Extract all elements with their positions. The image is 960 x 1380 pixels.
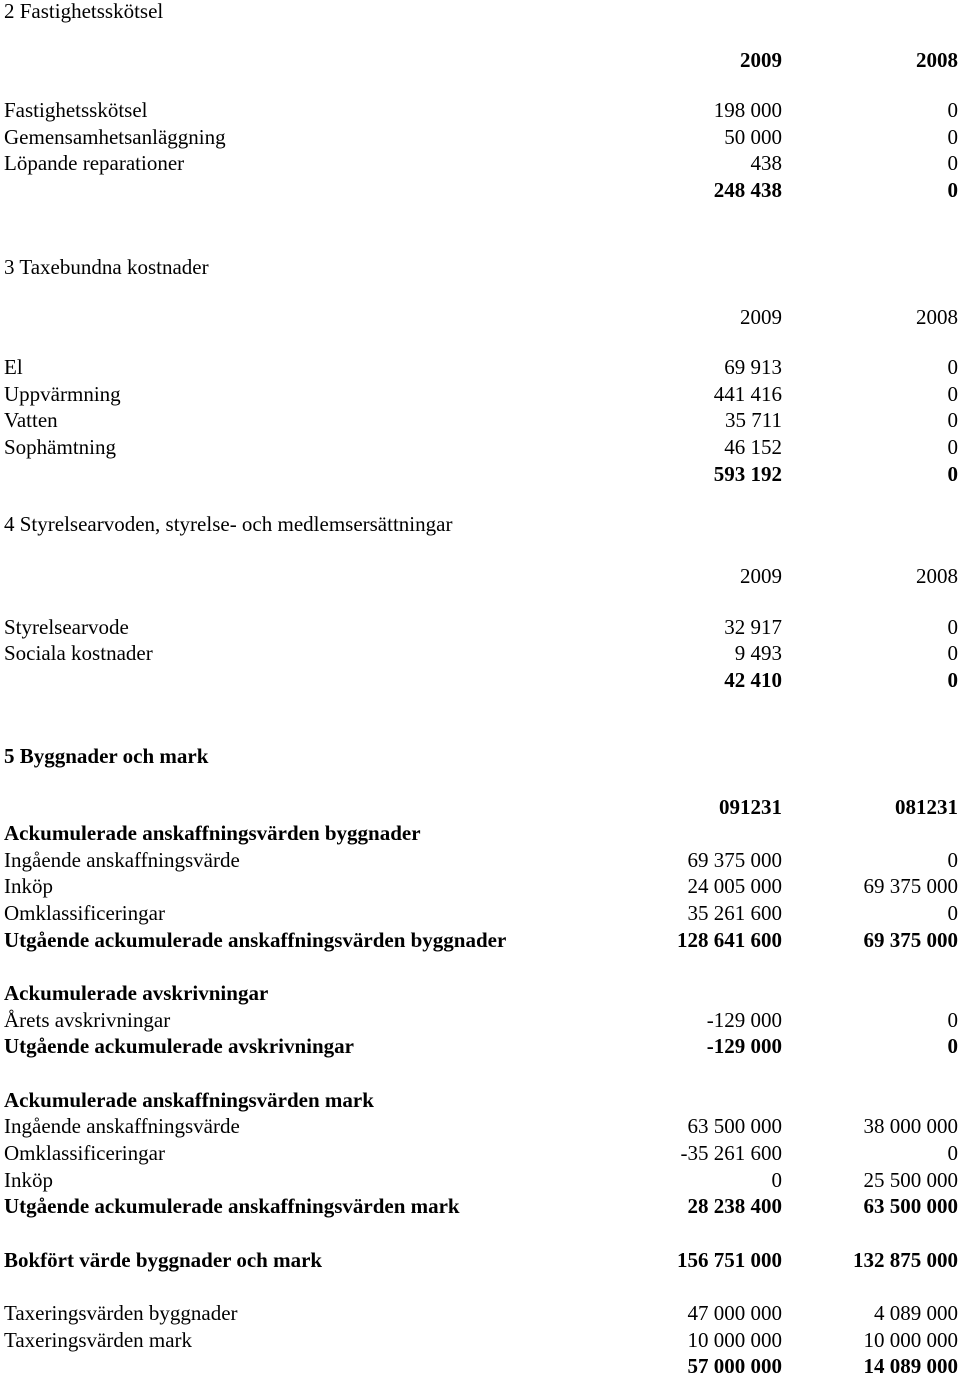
- table-row: Ingående anskaffningsvärde 69 375 000 0: [4, 848, 958, 872]
- total-row: Utgående ackumulerade anskaffningsvärden byggnader 128 641 600 69 375 000: [4, 928, 958, 952]
- total-row: 248 438 0: [713, 178, 958, 202]
- table-row: Uppvärmning 441 416 0: [4, 382, 958, 406]
- group-title: Ackumulerade avskrivningar: [4, 981, 269, 1005]
- group-title: Ackumulerade anskaffningsvärden byggnader: [4, 821, 421, 845]
- table-row: Inköp 0 25 500 000: [4, 1168, 958, 1192]
- table-row: Taxeringsvärden byggnader 47 000 000 4 089 000: [4, 1301, 958, 1325]
- section-title-taxebundna-kostnader: 3 Taxebundna kostnader: [4, 255, 209, 279]
- table-row: Vatten 35 711 0: [4, 408, 958, 432]
- section-title-styrelsearvoden: 4 Styrelsearvoden, styrelse- och medlemsersättningar: [4, 512, 453, 536]
- table-row: Taxeringsvärden mark 10 000 000 10 000 000: [4, 1328, 958, 1352]
- date-header-row: 091231 081231: [719, 795, 958, 819]
- total-row: 42 410 0: [724, 668, 958, 692]
- table-row: Sociala kostnader 9 493 0: [4, 641, 958, 665]
- total-row: Utgående ackumulerade anskaffningsvärden mark 28 238 400 63 500 000: [4, 1194, 958, 1218]
- table-row: Omklassificeringar -35 261 600 0: [4, 1141, 958, 1165]
- table-row: Omklassificeringar 35 261 600 0: [4, 901, 958, 925]
- section-title-fastighetsskotsel: 2 Fastighetsskötsel: [4, 0, 164, 23]
- table-row: Styrelsearvode 32 917 0: [4, 615, 958, 639]
- total-row: Utgående ackumulerade avskrivningar -129 000 0: [4, 1034, 958, 1058]
- table-row: El 69 913 0: [4, 355, 958, 379]
- table-row: Sophämtning 46 152 0: [4, 435, 958, 459]
- year-header-row: 2009 2008: [740, 564, 958, 588]
- total-row: 593 192 0: [713, 462, 958, 486]
- year-header-row: 2009 2008: [740, 305, 958, 329]
- section-title-byggnader-och-mark: 5 Byggnader och mark: [4, 744, 209, 768]
- table-row: Gemensamhetsanläggning 50 000 0: [4, 125, 958, 149]
- group-title: Ackumulerade anskaffningsvärden mark: [4, 1088, 374, 1112]
- table-row: Inköp 24 005 000 69 375 000: [4, 874, 958, 898]
- book-value-row: Bokfört värde byggnader och mark 156 751 000 132 875 000: [4, 1248, 958, 1272]
- year-header-row: 2009 2008: [740, 48, 958, 72]
- table-row: Löpande reparationer 438 0: [4, 151, 958, 175]
- total-row: 57 000 000 14 089 000: [687, 1354, 958, 1378]
- table-row: Årets avskrivningar -129 000 0: [4, 1008, 958, 1032]
- table-row: Fastighetsskötsel 198 000 0: [4, 98, 958, 122]
- table-row: Ingående anskaffningsvärde 63 500 000 38 000 000: [4, 1114, 958, 1138]
